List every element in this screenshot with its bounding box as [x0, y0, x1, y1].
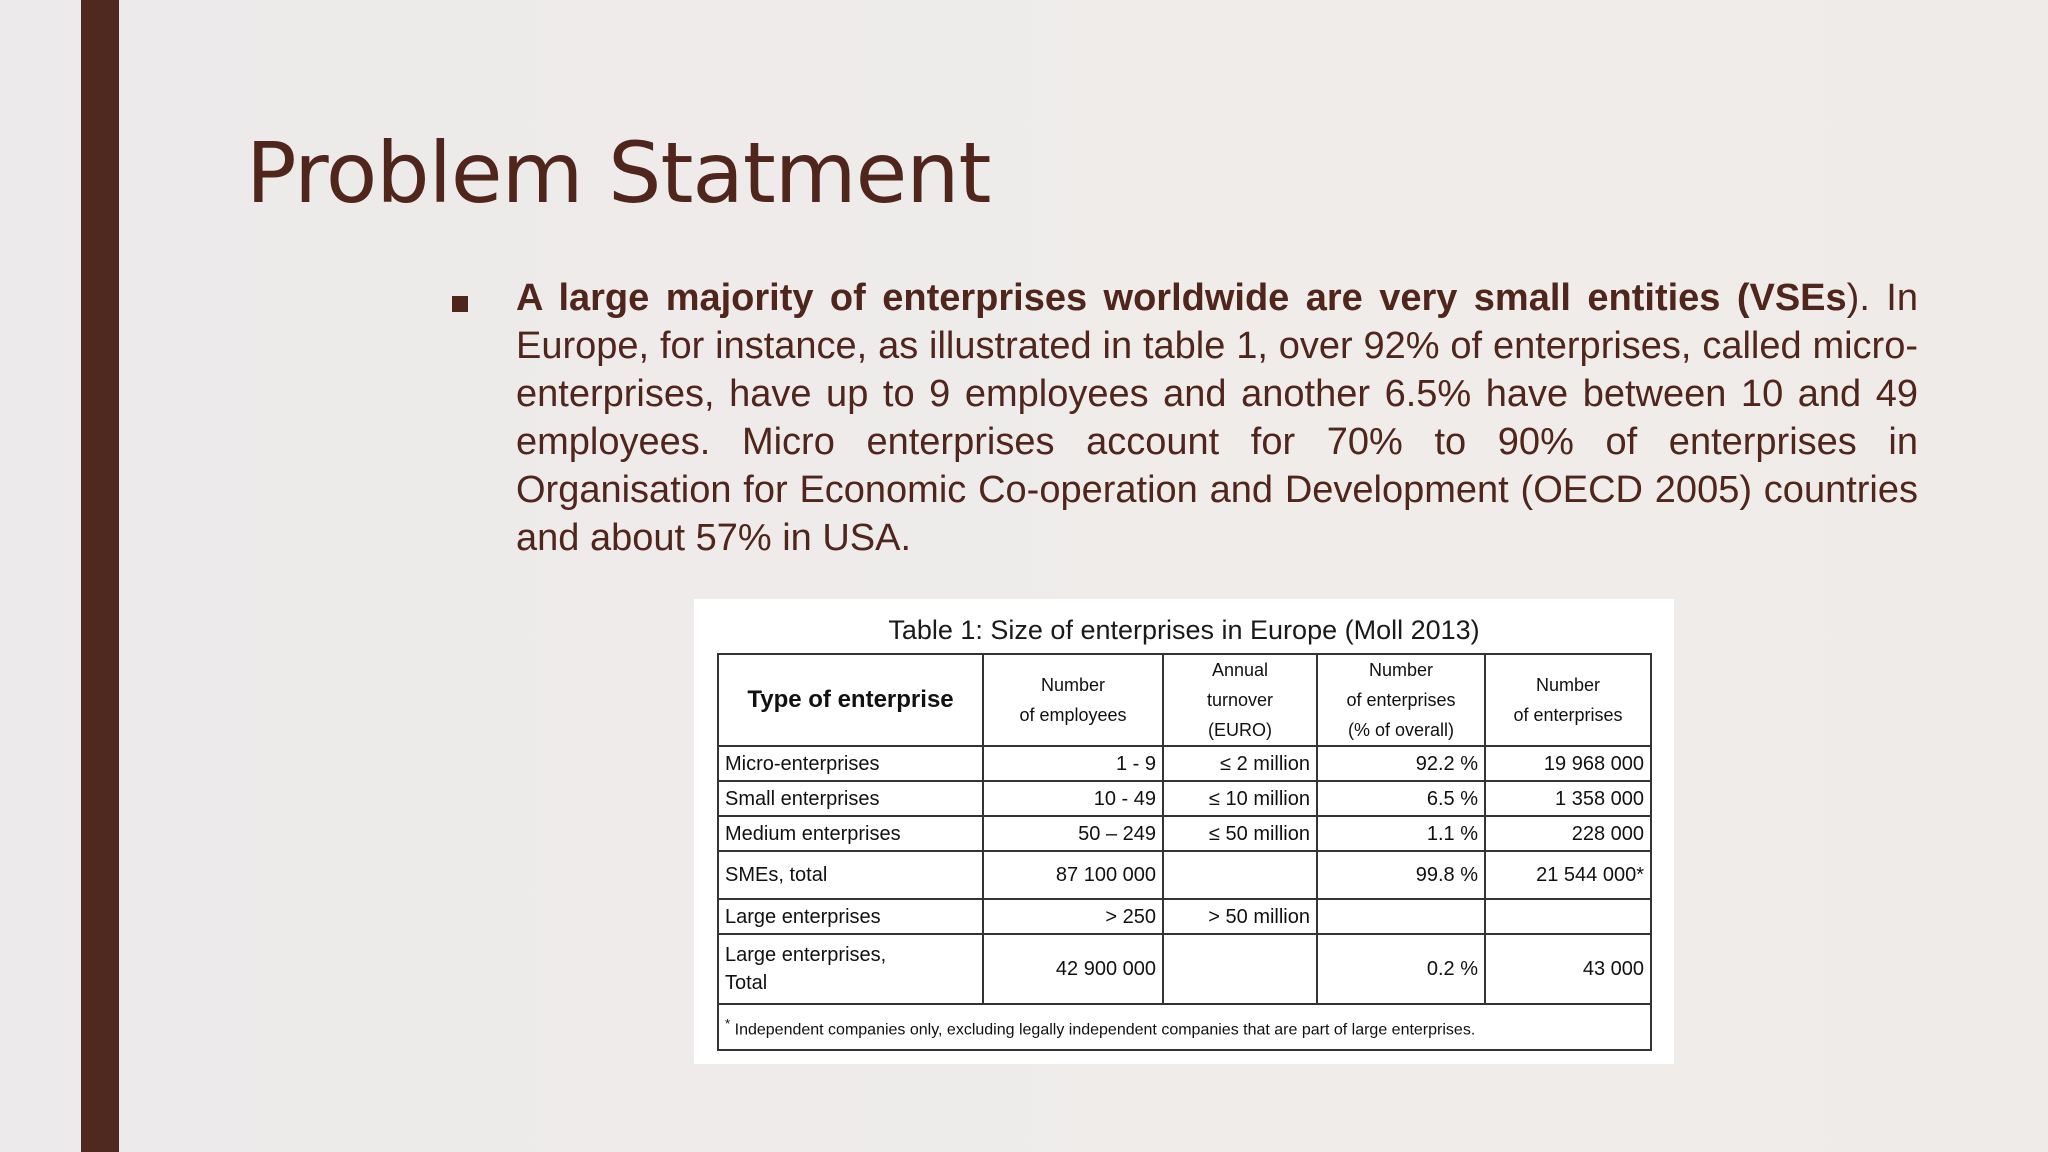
cell-count: 43 000: [1485, 934, 1651, 1004]
cell-turnover: ≤ 50 million: [1163, 816, 1317, 851]
header-type: Type of enterprise: [718, 654, 983, 746]
cell-employees: 1 - 9: [983, 746, 1163, 781]
header-employees: Number of employees: [983, 654, 1163, 746]
cell-count: [1485, 899, 1651, 934]
cell-employees: 87 100 000: [983, 851, 1163, 899]
table-caption: Table 1: Size of enterprises in Europe (Moll 2013): [888, 615, 1480, 645]
cell-share: 0.2 %: [1317, 934, 1485, 1004]
cell-turnover: [1163, 851, 1317, 899]
cell-employees: 10 - 49: [983, 781, 1163, 816]
table-row: [718, 781, 1651, 816]
cell-employees: 50 – 249: [983, 816, 1163, 851]
cell-type: Large enterprises, Total: [718, 934, 983, 1004]
table-image: [694, 599, 1674, 1064]
cell-turnover: [1163, 934, 1317, 1004]
table-row: [718, 899, 1651, 934]
cell-type: Small enterprises: [718, 781, 983, 816]
enterprise-size-table: [717, 653, 1652, 1051]
cell-type: SMEs, total: [718, 851, 983, 899]
table-row: [718, 851, 1651, 899]
square-bullet-icon: [452, 296, 468, 312]
header-count: Number of enterprises: [1485, 654, 1651, 746]
cell-share: 6.5 %: [1317, 781, 1485, 816]
slide-title: Problem Statment: [246, 124, 991, 222]
cell-turnover: ≤ 2 million: [1163, 746, 1317, 781]
cell-type: Micro-enterprises: [718, 746, 983, 781]
cell-share: 92.2 %: [1317, 746, 1485, 781]
cell-count: 19 968 000: [1485, 746, 1651, 781]
cell-share: 1.1 %: [1317, 816, 1485, 851]
accent-bar: [81, 0, 119, 1152]
cell-share: 99.8 %: [1317, 851, 1485, 899]
cell-employees: > 250: [983, 899, 1163, 934]
table-row: [718, 934, 1651, 1004]
table-header-row: [718, 654, 1651, 746]
header-share: Number of enterprises (% of overall): [1317, 654, 1485, 746]
bullet-text: [516, 274, 1918, 562]
table-row: [718, 816, 1651, 851]
cell-count: 1 358 000: [1485, 781, 1651, 816]
bullet-body-text: ). In Europe, for instance, as illustrated in table 1, over 92% of enterprises, called micro-enterprises, have up to 9 employees and another 6.5% have between 10 and 49 employees. Micro enterprises account for 70% to 90% of enterprises in Organisation for Economic Co-operation and Development (OECD 2005) countries and about 57% in USA.: [516, 277, 1918, 559]
cell-count: 21 544 000*: [1485, 851, 1651, 899]
header-turnover: Annual turnover (EURO): [1163, 654, 1317, 746]
footnote-text: Independent companies only, excluding legally independent companies that are part of large enterprises.: [730, 1021, 1476, 1039]
table-row: [718, 746, 1651, 781]
cell-type: Large enterprises: [718, 899, 983, 934]
footnote-mark: *: [725, 1015, 731, 1031]
cell-share: [1317, 899, 1485, 934]
bullet-bold-text: A large majority of enterprises worldwide are very small entities (VSEs: [516, 277, 1847, 319]
cell-turnover: > 50 million: [1163, 899, 1317, 934]
cell-type: Medium enterprises: [718, 816, 983, 851]
cell-count: 228 000: [1485, 816, 1651, 851]
table-footnote-row: [718, 1004, 1651, 1050]
table-footnote: [718, 1004, 1651, 1050]
cell-employees: 42 900 000: [983, 934, 1163, 1004]
cell-turnover: ≤ 10 million: [1163, 781, 1317, 816]
